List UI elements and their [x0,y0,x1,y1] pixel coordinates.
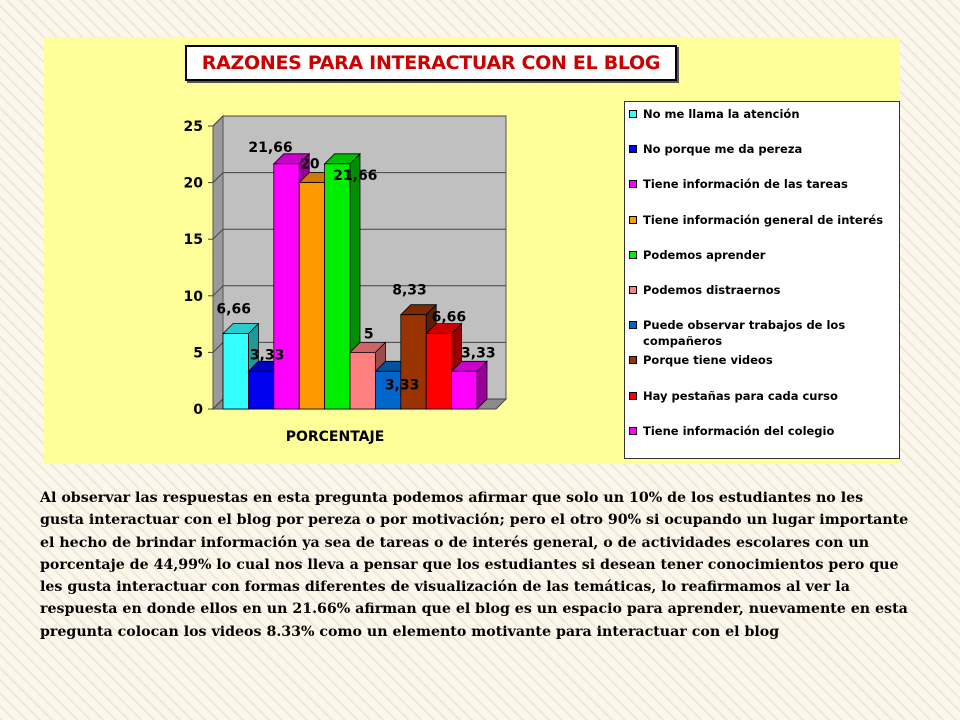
chart-panel [44,37,900,464]
bar-front [401,315,426,409]
y-tick-label: 10 [183,288,203,305]
chart-title: RAZONES PARA INTERACTUAR CON EL BLOG [201,52,661,74]
legend-label: Porque tiene videos [643,353,773,368]
legend-swatch [629,145,637,153]
legend-label: No me llama la atención [643,107,800,121]
legend-item [629,212,897,228]
legend-swatch [629,427,637,435]
data-label: 6,66 [216,301,251,318]
bar [452,361,487,409]
bar-front [350,352,375,409]
data-label: 3,33 [384,377,420,394]
y-tick-label: 5 [193,345,203,362]
legend-label: Tiene información general de interés [643,212,884,227]
y-tick-labels [184,119,204,418]
legend-swatch [629,356,637,364]
legend-item [629,317,897,349]
legend-swatch [629,321,637,329]
y-tick-label: 15 [183,232,203,249]
legend-item [629,141,897,157]
y-tick-label: 25 [183,119,203,135]
description-paragraph: Al observar las respuestas en esta pregunta podemos afirmar que solo un 10% de los estudiantes no les gusta interactuar con el blog por pereza o por motivación; pero el otro 90% si ocupando un lugar importante el hecho de brindar información ya sea de tareas o de interés general, o de actividades escolares con un porcentaje de 44,99% lo cual nos lleva a pensar que los estudiantes si desean tener conocimientos pero que les gusta interactuar con formas diferentes de visualización de las temáticas, lo reafirmamos al ver la respuesta en donde ellos en un 21.66% afirman que el blog es un espacio para aprender, nuevamente en esta pregunta colocan los videos 8.33% como un elemento motivante para interactuar con el blog [40,490,909,640]
y-tick-label: 0 [193,402,203,418]
legend [624,101,900,459]
data-label: 21,66 [248,139,293,156]
legend-label: Podemos distraernos [643,283,781,297]
plot-side-wall [213,116,223,409]
legend-item [629,106,897,122]
chart-title-box [185,45,677,81]
x-axis-label: PORCENTAJE [285,429,385,445]
legend-swatch [629,216,637,224]
legend-label: Podemos aprender [643,247,766,262]
legend-label: Tiene información de las tareas [643,177,848,192]
legend-swatch [629,392,637,400]
legend-item [629,423,897,439]
bar-front [248,371,273,409]
legend-label: No porque me da pereza [643,142,803,157]
legend-item [629,176,897,192]
bar-front [325,164,350,409]
data-label: 20 [300,156,320,173]
legend-swatch [629,251,637,259]
y-tick-label: 20 [183,175,203,192]
data-label: 21,66 [333,167,378,184]
legend-swatch [629,180,637,188]
data-label: 3,33 [461,345,496,362]
legend-label: Puede observar trabajos de los compañeros [643,318,846,349]
legend-item [629,247,897,263]
bar-front [223,334,248,409]
legend-label: Hay pestañas para cada curso [643,388,838,403]
bar-front [274,164,299,409]
legend-item [629,388,897,404]
legend-swatch [629,286,637,294]
bar-front [426,334,451,409]
data-label: 8,33 [392,282,427,299]
legend-item [629,352,897,368]
bar-front [299,183,324,409]
bar-front [452,371,477,409]
data-label: 3,33 [249,347,285,364]
legend-label: Tiene información del colegio [643,423,835,438]
data-label: 5 [363,326,374,343]
legend-item [629,282,897,298]
data-label: 6,66 [431,309,467,326]
legend-swatch [629,110,637,118]
